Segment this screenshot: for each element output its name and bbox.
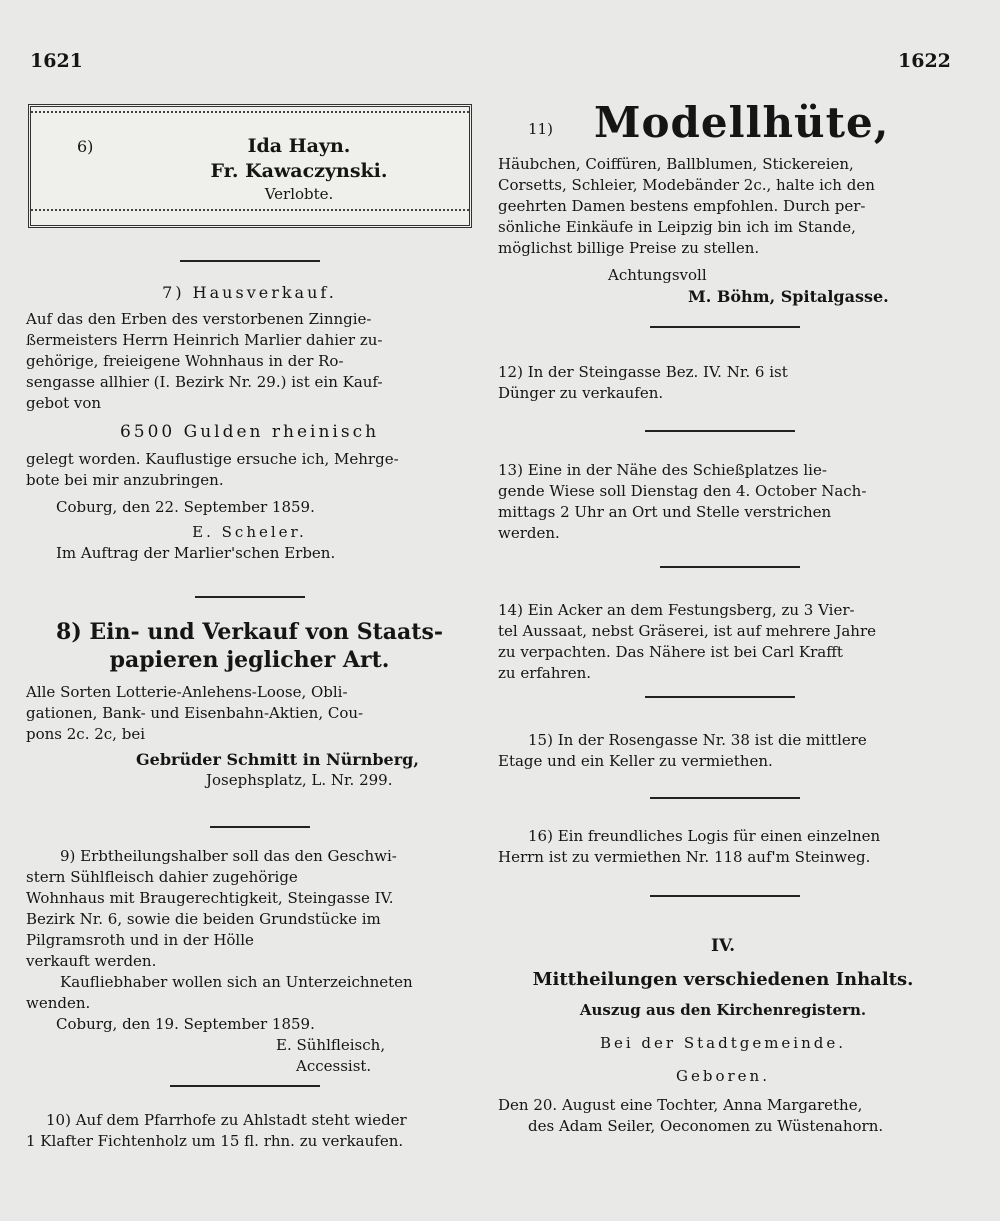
ad-inheritance-sale [26, 846, 473, 1077]
section-announcements [498, 936, 948, 1137]
ad-text-line: sengasse allhier (I. Bezirk Nr. 29.) ist ein Kauf- [26, 373, 383, 391]
ad-text-line: tel Aussaat, nebst Gräserei, ist auf mehrere Jahre [498, 622, 876, 640]
ad-text-line: zu erfahren. [498, 664, 592, 682]
separator-rule [195, 596, 305, 598]
ad-text-line: 16) Ein freundliches Logis für einen einzelnen [528, 827, 881, 845]
ad-house-sale [26, 282, 473, 564]
ad-text-line: Pilgramsroth und in der Hölle [26, 931, 254, 949]
ad-heading: papieren jeglicher Art. [109, 647, 390, 673]
ad-text-line: 9) Erbtheilungshalber soll das den Geschwi- [60, 847, 397, 865]
ad-flat-rental [498, 730, 948, 772]
ad-text-line: verkauft werden. [26, 952, 157, 970]
ad-text-line: ßermeisters Herrn Heinrich Marlier dahier zu- [26, 331, 383, 349]
separator-rule [645, 696, 795, 698]
ad-meadow [498, 460, 948, 544]
ad-text-line: gelegt worden. Kauflustige ersuche ich, Mehrge- [26, 450, 399, 468]
ad-signer-role: Accessist. [296, 1057, 372, 1075]
ad-text-line: gationen, Bank- und Eisenbahn-Aktien, Cou- [26, 704, 364, 722]
ad-text-line: stern Sühlfleisch dahier zugehörige [26, 868, 298, 886]
ad-text-line: 10) Auf dem Pfarrhofe zu Ahlstadt steht wieder [46, 1111, 407, 1129]
ad-signer: M. Böhm, Spitalgasse. [688, 287, 889, 306]
firm-address: Josephsplatz, L. Nr. 299. [206, 771, 393, 789]
section-subtitle: Auszug aus den Kirchenregistern. [579, 1001, 867, 1019]
ad-regards: Achtungsvoll [608, 266, 707, 284]
sale-amount: 6500 Gulden rheinisch [119, 422, 380, 442]
engagement-names [129, 135, 469, 203]
register-entry-line: Den 20. August eine Tochter, Anna Margarethe, [498, 1096, 863, 1114]
ad-text-line: wenden. [26, 994, 91, 1012]
separator-rule [650, 895, 800, 897]
separator-rule [645, 430, 795, 432]
births-heading: Geboren. [676, 1067, 770, 1085]
ad-text-line: Herrn ist zu vermiethen Nr. 118 auf'm Steinweg. [498, 848, 871, 866]
ad-field-lease [498, 600, 948, 684]
ad-text-line: Alle Sorten Lotterie-Anlehens-Loose, Obli- [26, 683, 348, 701]
ad-text-line: 13) Eine in der Nähe des Schießplatzes lie- [498, 461, 827, 479]
ad-lodging [498, 826, 948, 868]
ad-text-line: Etage und ein Keller zu vermiethen. [498, 752, 773, 770]
ad-text-line: möglichst billige Preise zu stellen. [498, 239, 760, 257]
register-entry-line: des Adam Seiler, Oeconomen zu Wüstenahorn. [528, 1117, 884, 1135]
ad-milliner [498, 98, 948, 307]
ad-text-line: pons 2c. 2c, bei [26, 725, 145, 743]
parish-heading: Bei der Stadtgemeinde. [599, 1034, 847, 1052]
ad-text-line: mittags 2 Uhr an Ort und Stelle verstrichen [498, 503, 832, 521]
page-number-left: 1621 [30, 50, 83, 72]
ad-text-line: Corsetts, Schleier, Modebänder 2c., halte ich den [498, 176, 875, 194]
ad-date: Coburg, den 22. September 1859. [56, 498, 315, 516]
engagement-note: Verlobte. [264, 185, 334, 203]
ad-text-line: 14) Ein Acker an dem Festungsberg, zu 3 Vier- [498, 601, 855, 619]
section-numeral: IV. [710, 936, 736, 956]
ornament-border-bottom [31, 209, 469, 221]
ad-headline: Modellhüte, [594, 98, 890, 147]
ad-securities [26, 618, 473, 791]
ad-text-line: Bezirk Nr. 6, sowie die beiden Grundstücke im [26, 910, 381, 928]
separator-rule [210, 826, 310, 828]
ad-text-line: zu verpachten. Das Nähere ist bei Carl Krafft [498, 643, 843, 661]
ad-firewood [26, 1110, 473, 1152]
ad-title: 7) Hausverkauf. [162, 283, 337, 302]
ad-text-line: Kaufliebhaber wollen sich an Unterzeichneten [60, 973, 413, 991]
ad-date: Coburg, den 19. September 1859. [56, 1015, 315, 1033]
name-bride: Ida Hayn. [247, 135, 351, 157]
ad-text-line: geehrten Damen bestens empfohlen. Durch per- [498, 197, 866, 215]
firm-name: Gebrüder Schmitt in Nürnberg, [136, 750, 419, 769]
ad-text-line: Auf das den Erben des verstorbenen Zinngie- [26, 310, 372, 328]
ad-text-line: werden. [498, 524, 560, 542]
ad-manure [498, 362, 948, 404]
ad-text-line: sönliche Einkäufe in Leipzig bin ich im Stande, [498, 218, 856, 236]
section-title: Mittheilungen verschiedenen Inhalts. [532, 969, 914, 990]
separator-rule [660, 566, 800, 568]
ad-on-behalf: Im Auftrag der Marlier'schen Erben. [56, 544, 336, 562]
ornament-border-top [31, 111, 469, 123]
separator-rule [170, 1085, 320, 1087]
page-number-right: 1622 [898, 50, 951, 72]
separator-rule [650, 797, 800, 799]
ad-heading: 8) Ein- und Verkauf von Staats- [56, 619, 443, 645]
ad-text-line: Wohnhaus mit Braugerechtigkeit, Steingasse IV. [26, 889, 394, 907]
ad-signer: E. Scheler. [192, 523, 307, 541]
ad-text-line: 12) In der Steingasse Bez. IV. Nr. 6 ist [498, 363, 788, 381]
ad-signer: E. Sühlfleisch, [276, 1036, 386, 1054]
name-groom: Fr. Kawaczynski. [210, 160, 388, 182]
ad-text-line: gebot von [26, 394, 102, 412]
ad-text-line: gehörige, freieigene Wohnhaus in der Ro- [26, 352, 344, 370]
ad-text-line: 1 Klafter Fichtenholz um 15 fl. rhn. zu verkaufen. [26, 1132, 404, 1150]
ad-text-line: Häubchen, Coiffüren, Ballblumen, Stickereien, [498, 155, 854, 173]
ad-number: 11) [528, 120, 553, 138]
ad-text-line: gende Wiese soll Dienstag den 4. October Nach- [498, 482, 867, 500]
ad-text-line: bote bei mir anzubringen. [26, 471, 224, 489]
separator-rule [180, 260, 320, 262]
separator-rule [650, 326, 800, 328]
engagement-notice-frame [28, 104, 472, 228]
ad-text-line: 15) In der Rosengasse Nr. 38 ist die mittlere [528, 731, 867, 749]
ad-number: 6) [77, 137, 94, 156]
ad-text-line: Dünger zu verkaufen. [498, 384, 664, 402]
